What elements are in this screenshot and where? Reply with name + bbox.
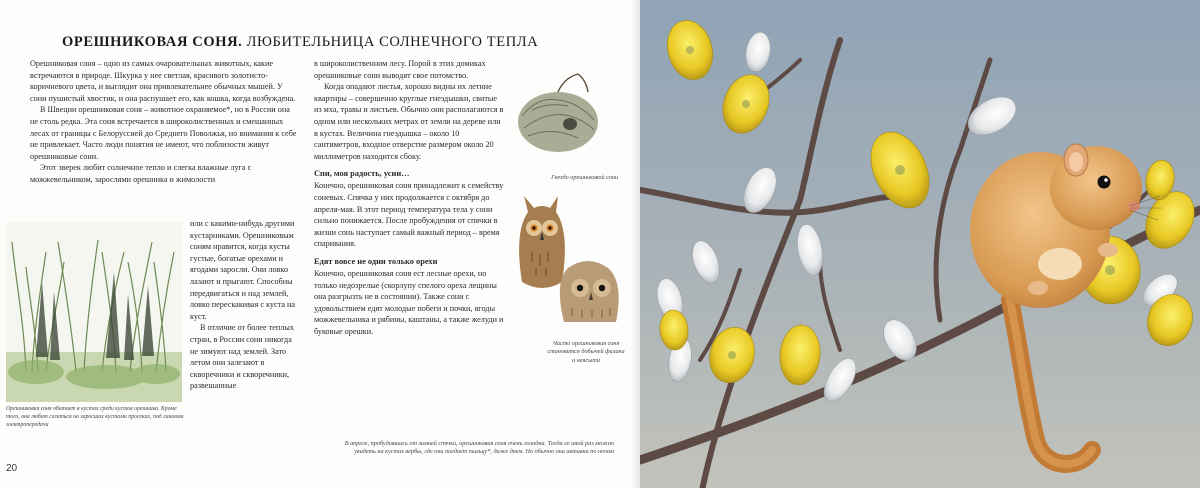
dormouse-painting [640,0,1200,488]
page-number: 20 [6,463,18,474]
paragraph-diet: Конечно, орешниковая соня ест лесные орехи, но только недозрелые (скорлупу спелого ореха лещины она разгрызть не в состоянии). Также сони с удовольствием едят молодые побеги и почки, ягоды можжевельника и рябины, каштаны, а также желуди и буковые орешки. [314,268,504,336]
long-eared-owl [519,196,565,288]
paragraph-winter: В отличие от более теплых стран, в России сони никогда не зимуют над землей. Зато летом они залезают в скворечники и скворечники, развешанные [190,323,294,391]
caption-nest: Гнездо орешниковой сони [551,174,618,181]
nest-illustration [508,66,608,166]
paragraph-shrubs: или с какими-нибудь другими кустарниками. Орешниковым соням нравится, когда кусты густые, богатые орехами и ягодами заросли. Они ловко лазают и прыгают. Способны передвигаться и над землей, ловко перескакивая с куста на куст. [190,219,296,321]
paragraph-intro: Орешниковая соня – одно из самых очаровательных животных, какие встречаются в природе. Шкурка у нее светлая, красивого золотисто-коричневого цвета, и выглядит она привлекательнее обычных мышей. У сони пушистый хвостик, и она распушает его, как кошка, когда возбуждена. [30,59,296,103]
text-column-1 [30,58,298,186]
text-column-2 [314,58,504,337]
subheading-food: Едят вовсе не одни только орехи [314,256,438,266]
caption-meadow: Орешниковая соня обитает в кустах среди кустов орешника. Кроме того, она любит селиться на заросших кустами просеках, под линиями электропередачи [6,406,184,428]
paragraph-nests: Когда опадают листья, хорошо видны их летние квартиры – совершенно круглые гнездышки, свитые из мха, травы и листьев. Обычно они располагаются в одном или нескольких метрах от земли на дереве или в кустах. Величина гнездышка – около 10 сантиметров, входное отверстие размером около 20 миллиметров находится сбоку. [314,82,504,161]
paragraph-habitat: Этот зверек любит солнечное тепло и слегка влажные луга с можжевельником, зарослями орешника и жимолости [30,163,252,184]
paragraph-birdhouses: в широколиственном лесу. Порой в этих домиках орешниковые сони выводят свое потомство. [314,59,486,80]
owls-illustration [508,192,630,332]
text-column-1-wrap [190,218,298,392]
page-title: ОРЕШНИКОВАЯ СОНЯ. ЛЮБИТЕЛЬНИЦА СОЛНЕЧНОГО ТЕПЛА [62,34,539,50]
willow-dormouse-illustration [640,0,1200,488]
meadow-illustration [6,222,182,402]
paragraph-sweden: В Швеции орешниковая соня – животное охраняемое*, но в России она не столь редка. Эта соня встречается в широколиственных и смешанных лесах от границы с Белоруссией до Среднего Поволжья, но внимания к себе не привлекает. Часто люди понятия не имеют, что поблизости живут орешниковые сони. [30,105,297,161]
paragraph-hibernation: Конечно, орешниковая соня принадлежит к семейству соневых. Спячка у них продолжается с октября до апреля-мая. В этот период температура тела у сони сильно понижается. После пробуждения от спячки в жизни сонь наступает самый важный период – время спаривания. [314,181,504,249]
caption-bottom: В апреле, пробудившись от зимней спячки, орешниковая соня очень голодна. Тогда ее иной раз можно увидеть на кустах вербы, где она поедает пыльцу*, даже днем. Но обычно она активна по ночам [344,440,614,456]
subheading-sleep: Спи, моя радость, усни… [314,169,410,179]
tawny-owl [560,261,619,322]
caption-owls: Часто орешниковая соня становится добычей филина и неясыти [547,340,625,364]
